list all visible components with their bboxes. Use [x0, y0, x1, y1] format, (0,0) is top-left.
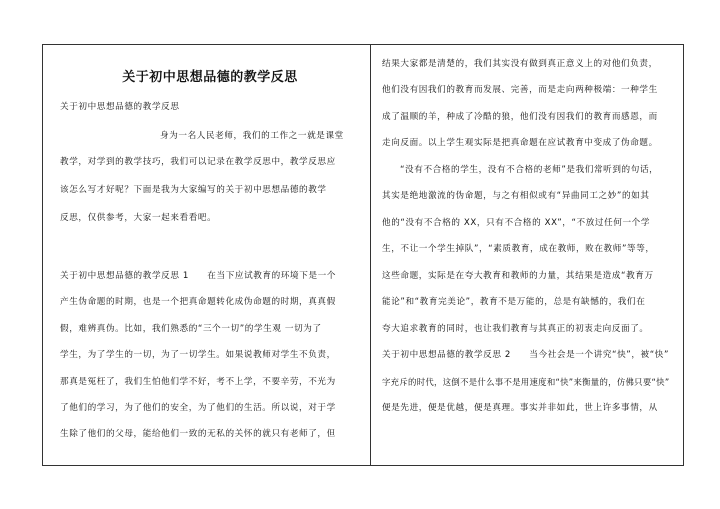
- section1-line: 假，难辨真伪。比如，我们熟悉的“三个一切”的学生观 一切为了: [60, 324, 322, 334]
- right-line: 其实是绝地激流的伪命题，与之有相似或有“异曲同工之妙”的如其: [382, 191, 650, 201]
- right-line: 成了温顺的羊，种成了冷酷的狼，他们没有因我们的教育而感恩，而: [382, 112, 658, 122]
- right-line: 便是先进，便是优越，便是真理。事实并非如此，世上许多事情，从: [382, 403, 658, 413]
- right-line: 夸大追求教育的同时，也让我们教育与其真正的初衷走向反面了。: [382, 324, 649, 334]
- right-line: 这些命题，实际是在夸大教育和教师的力量，其结果是造成“教育万: [382, 271, 654, 281]
- document-subtitle: 关于初中思想品德的教学反思: [60, 102, 180, 112]
- section1-line: 生除了他们的父母，能给他们一致的无私的关怀的就只有老师了，但: [60, 429, 336, 439]
- column-divider: [370, 44, 371, 466]
- document-title: 关于初中思想品德的教学反思: [122, 70, 298, 85]
- right-line: 结果大家都是清楚的，我们其实没有做到真正意义上的对他们负责，: [382, 59, 658, 69]
- section1-line: 学生，为了学生的一切，为了一切学生。如果说教师对学生不负责，: [60, 350, 336, 360]
- intro-line: 该怎么写才好呢？下面是我为大家编写的关于初中思想品德的教学: [60, 185, 327, 195]
- right-line: 他的“没有不合格的 XX，只有不合格的 XX”，“不放过任何一个学: [382, 218, 651, 228]
- intro-line: 反思，仅供参考，大家一起来看看吧。: [60, 213, 217, 223]
- right-line: 生，不让一个学生掉队”，“素质教育，成在教师，败在教师”等等，: [382, 244, 655, 254]
- section1-line: 那真是冤枉了，我们生怕他们学不好，考不上学，不要辛劳，不光为: [60, 377, 336, 387]
- section1-line: 关于初中思想品德的教学反思 1 在当下应试教育的环境下是一个: [60, 271, 337, 281]
- right-line: 字充斥的时代，这倒不是什么事不是用速度和“快”来衡量的，仿佛只要“快”: [382, 377, 670, 387]
- right-line: 他们没有因我们的教育而发展、完善，而是走向两种极端：一种学生: [382, 85, 658, 95]
- right-line: 能论”和“教育完美论”，教育不是万能的，总是有缺憾的，我们在: [382, 297, 646, 307]
- section1-line: 产生伪命题的时期，也是一个把真命题转化成伪命题的时期，真真假: [60, 297, 336, 307]
- right-line: “没有不合格的学生，没有不合格的老师”是我们常听到的句话，: [400, 165, 659, 175]
- section2-heading: 关于初中思想品德的教学反思 2 当今社会是一个讲究“快”，被“快”: [382, 350, 670, 360]
- right-line: 走向反面。以上学生观实际是把真命题在应试教育中变成了伪命题。: [382, 138, 658, 148]
- section1-line: 了他们的学习，为了他们的安全，为了他们的生活。所以说，对于学: [60, 403, 336, 413]
- intro-line: 身为一名人民老师，我们的工作之一就是课堂: [160, 131, 344, 141]
- intro-line: 教学，对学到的教学技巧，我们可以记录在教学反思中，教学反思应: [60, 157, 336, 167]
